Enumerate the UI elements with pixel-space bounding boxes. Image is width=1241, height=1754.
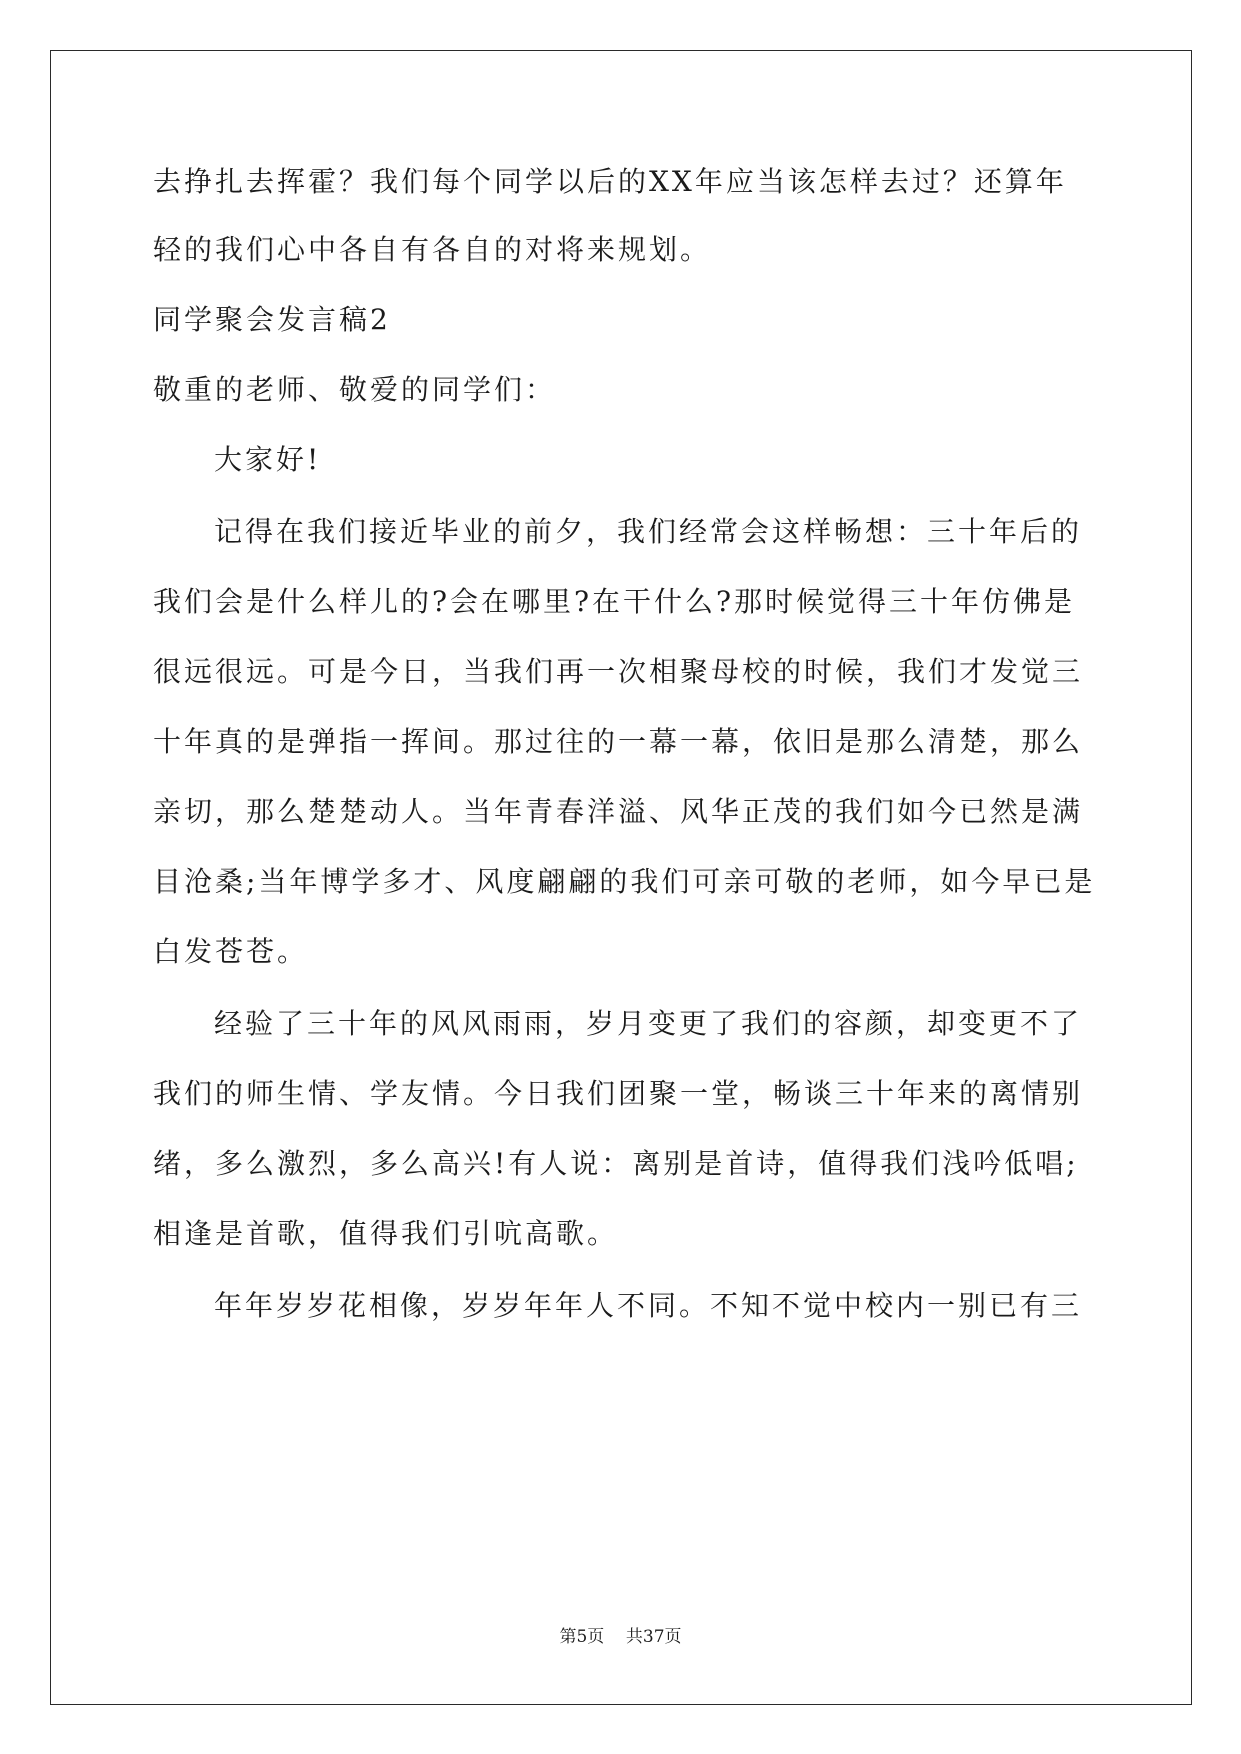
text-line: 我们的师生情、学友情。今日我们团聚一堂，畅谈三十年来的离情别 [153,1077,1084,1110]
page-footer [0,1625,1241,1649]
section-heading: 同学聚会发言稿2 [153,303,391,336]
salutation: 敬重的老师、敬爱的同学们： [153,373,557,406]
text-line: 绪，多么激烈，多么高兴!有人说：离别是首诗，值得我们浅吟低唱; [153,1147,1079,1180]
text-line: 年年岁岁花相像，岁岁年年人不同。不知不觉中校内一别已有三 [214,1289,1083,1322]
text-line: 记得在我们接近毕业的前夕，我们经常会这样畅想：三十年后的 [214,515,1083,548]
text-line: 白发苍苍。 [153,935,309,968]
text-line: 相逢是首歌，值得我们引吭高歌。 [153,1217,619,1250]
page-number: 第5页 [559,1627,605,1647]
text-line: 我们会是什么样儿的?会在哪里?在干什么?那时候觉得三十年仿佛是 [153,585,1076,618]
text-line: 很远很远。可是今日，当我们再一次相聚母校的时候，我们才发觉三 [153,655,1084,688]
text-line: 目沧桑;当年博学多才、风度翩翩的我们可亲可敬的老师，如今早已是 [153,865,1096,898]
text-line: 轻的我们心中各自有各自的对将来规划。 [153,233,712,266]
text-line: 亲切，那么楚楚动人。当年青春洋溢、风华正茂的我们如今已然是满 [153,795,1084,828]
page-total: 共37页 [625,1627,682,1647]
greeting: 大家好! [214,443,322,476]
text-line: 经验了三十年的风风雨雨，岁月变更了我们的容颜，却变更不了 [214,1007,1083,1040]
text-line: 十年真的是弹指一挥间。那过往的一幕一幕，依旧是那么清楚，那么 [153,725,1084,758]
text-line: 去挣扎去挥霍？我们每个同学以后的XX年应当该怎样去过？还算年 [153,165,1067,198]
